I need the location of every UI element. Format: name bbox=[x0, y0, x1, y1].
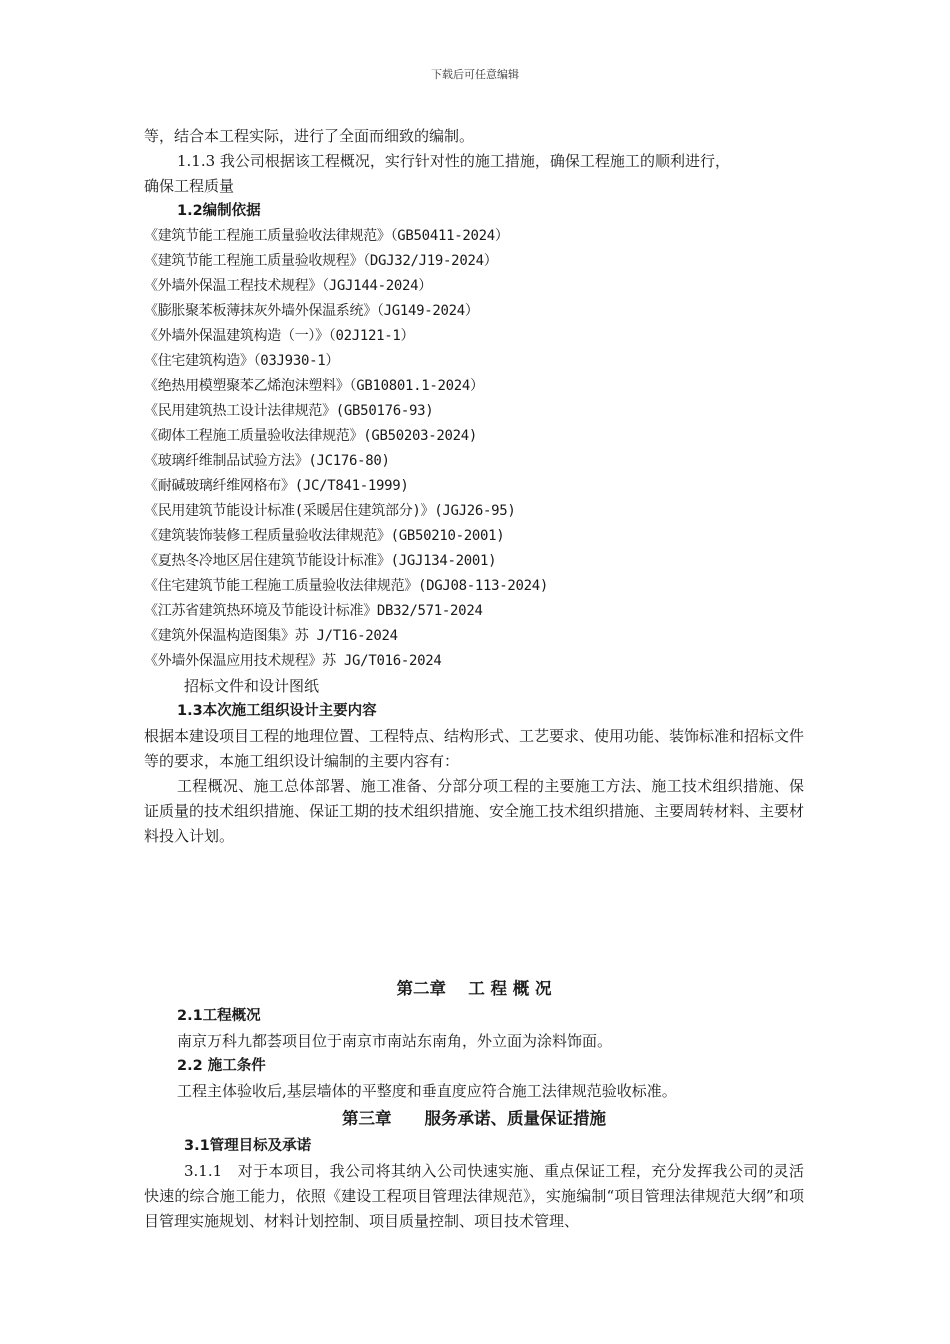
section-2-1-heading: 2.1工程概况 bbox=[177, 1008, 261, 1024]
standard-extra: 招标文件和设计图纸 bbox=[184, 677, 320, 695]
standard-item: 《建筑节能工程施工质量验收法律规范》（GB50411-2024） bbox=[144, 228, 509, 244]
section-1-3-para2-text: 工程概况、施工总体部署、施工准备、分部分项工程的主要施工方法、施工技术组织措施、保证质量的技术组织措施、保证工期的技术组织措施、安全施工技术组织措施、主要周转材料、主要材料投入计划。 bbox=[144, 777, 805, 845]
section-2-1-text: 南京万科九都荟项目位于南京市南站东南角，外立面为涂料饰面。 bbox=[177, 1032, 613, 1050]
section-1-3-para1-text: 根据本建设项目工程的地理位置、工程特点、结构形式、工艺要求、使用功能、装饰标准和招标文件等的要求，本施工组织设计编制的主要内容有： bbox=[144, 727, 805, 770]
standard-item: 《砌体工程施工质量验收法律规范》(GB50203-2024) bbox=[144, 428, 478, 444]
item-1-1-3: 1.1.3 我公司根据该工程概况，实行针对性的施工措施，确保工程施工的顺利进行， bbox=[177, 152, 730, 170]
standard-item: 《建筑装饰装修工程质量验收法律规范》(GB50210-2001) bbox=[144, 528, 505, 544]
standard-item: 《建筑外保温构造图集》苏 J/T16-2024 bbox=[144, 628, 398, 644]
intro-line: 等，结合本工程实际，进行了全面而细致的编制。 bbox=[144, 127, 475, 145]
chapter-3-title: 第三章 服务承诺、质量保证措施 bbox=[342, 1109, 606, 1128]
standard-item: 《民用建筑热工设计法律规范》(GB50176-93) bbox=[144, 403, 434, 419]
standard-item: 《外墙外保温工程技术规程》（JGJ144-2024） bbox=[144, 278, 432, 294]
item-1-1-3-cont: 确保工程质量 bbox=[144, 177, 235, 195]
section-3-1-heading: 3.1管理目标及承诺 bbox=[184, 1138, 312, 1154]
standard-item: 《民用建筑节能设计标准(采暖居住建筑部分)》(JGJ26-95) bbox=[144, 503, 516, 519]
section-1-3-para2 bbox=[144, 774, 804, 849]
standard-item: 《外墙外保温应用技术规程》苏 JG/T016-2024 bbox=[144, 653, 442, 669]
section-1-2-heading: 1.2编制依据 bbox=[177, 203, 261, 219]
chapter-2-title: 第二章 工 程 概 况 bbox=[396, 979, 552, 998]
section-3-1-1 bbox=[144, 1159, 804, 1234]
section-2-2-text: 工程主体验收后,基层墙体的平整度和垂直度应符合施工法律规范验收标准。 bbox=[177, 1082, 677, 1100]
section-1-3-para1 bbox=[144, 724, 804, 774]
standard-item: 《外墙外保温建筑构造（一）》（02J121-1） bbox=[144, 328, 415, 344]
section-1-3-heading: 1.3本次施工组织设计主要内容 bbox=[177, 703, 377, 719]
standard-item: 《建筑节能工程施工质量验收规程》（DGJ32/J19-2024） bbox=[144, 253, 498, 269]
page-header: 下载后可任意编辑 bbox=[431, 68, 519, 81]
standard-item: 《绝热用模塑聚苯乙烯泡沫塑料》（GB10801.1-2024） bbox=[144, 378, 484, 394]
section-3-1-1-text: 3.1.1 对于本项目，我公司将其纳入公司快速实施、重点保证工程，充分发挥我公司的灵活快速的综合施工能力，依照《建设工程项目管理法律规范》，实施编制“项目管理法律规范大纲”和项目管理实施规划、材料计划控制、项目质量控制、项目技术管理、 bbox=[144, 1162, 804, 1230]
section-2-2-heading: 2.2 施工条件 bbox=[177, 1058, 266, 1074]
standard-item: 《玻璃纤维制品试验方法》(JC176-80) bbox=[144, 453, 390, 469]
standard-item: 《江苏省建筑热环境及节能设计标准》DB32/571-2024 bbox=[144, 603, 483, 619]
blank-gap bbox=[144, 849, 804, 974]
document-body bbox=[144, 124, 804, 1234]
standard-item: 《住宅建筑构造》（03J930-1） bbox=[144, 353, 340, 369]
standard-item: 《住宅建筑节能工程施工质量验收法律规范》(DGJ08-113-2024) bbox=[144, 578, 549, 594]
standard-item: 《夏热冬冷地区居住建筑节能设计标准》(JGJ134-2001) bbox=[144, 553, 497, 569]
standard-item: 《膨胀聚苯板薄抹灰外墙外保温系统》（JG149-2024） bbox=[144, 303, 479, 319]
standard-item: 《耐碱玻璃纤维网格布》(JC/T841-1999) bbox=[144, 478, 409, 494]
